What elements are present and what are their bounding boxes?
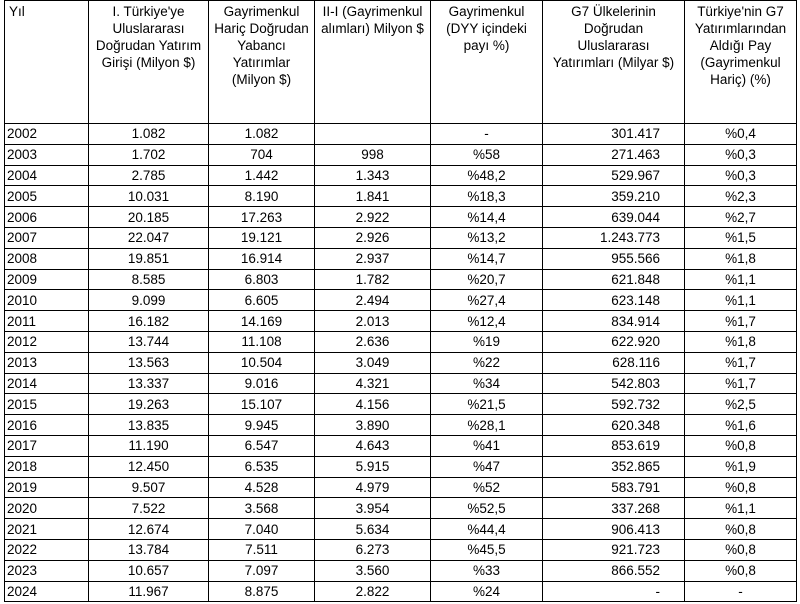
table-row [5, 498, 797, 519]
cell-turkey-g7-share: %2,7 [685, 207, 797, 228]
table-row [5, 456, 797, 477]
cell-fdi-excl-real-estate: 17.263 [209, 207, 315, 228]
table-row [5, 207, 797, 228]
cell-fdi-excl-real-estate: 9.016 [209, 373, 315, 394]
cell-g7-investments: 834.914 [543, 311, 685, 332]
cell-real-estate-purchases: 3.890 [315, 415, 431, 436]
cell-real-estate-purchases: 5.634 [315, 519, 431, 540]
cell-real-estate-purchases: 2.937 [315, 248, 431, 269]
cell-real-estate-share: %21,5 [431, 394, 543, 415]
cell-real-estate-share: %34 [431, 373, 543, 394]
table-row [5, 269, 797, 290]
cell-total-fdi: 9.507 [89, 477, 209, 498]
cell-real-estate-share: %24 [431, 581, 543, 602]
cell-real-estate-purchases: 4.156 [315, 394, 431, 415]
table-row [5, 165, 797, 186]
cell-real-estate-purchases: 2.636 [315, 331, 431, 352]
table-row [5, 144, 797, 165]
cell-real-estate-share: %47 [431, 456, 543, 477]
cell-real-estate-purchases: 3.954 [315, 498, 431, 519]
cell-turkey-g7-share: %1,8 [685, 248, 797, 269]
cell-total-fdi: 1.082 [89, 124, 209, 145]
cell-real-estate-purchases: 1.782 [315, 269, 431, 290]
cell-real-estate-share: %41 [431, 435, 543, 456]
cell-real-estate-purchases: 3.049 [315, 352, 431, 373]
cell-fdi-excl-real-estate: 10.504 [209, 352, 315, 373]
cell-turkey-g7-share: %1,7 [685, 373, 797, 394]
cell-real-estate-share: %33 [431, 560, 543, 581]
cell-real-estate-share: %58 [431, 144, 543, 165]
cell-total-fdi: 13.835 [89, 415, 209, 436]
table-row [5, 290, 797, 311]
cell-total-fdi: 11.190 [89, 435, 209, 456]
cell-g7-investments: 352.865 [543, 456, 685, 477]
table-row [5, 560, 797, 581]
cell-real-estate-purchases: 2.822 [315, 581, 431, 602]
cell-total-fdi: 20.185 [89, 207, 209, 228]
cell-real-estate-purchases: 2.926 [315, 227, 431, 248]
cell-year: 2004 [5, 165, 89, 186]
cell-total-fdi: 10.031 [89, 186, 209, 207]
cell-year: 2018 [5, 456, 89, 477]
cell-g7-investments: 921.723 [543, 539, 685, 560]
cell-g7-investments: 337.268 [543, 498, 685, 519]
cell-g7-investments: 955.566 [543, 248, 685, 269]
cell-turkey-g7-share: %1,7 [685, 352, 797, 373]
cell-fdi-excl-real-estate: 1.442 [209, 165, 315, 186]
header-total-fdi: I. Türkiye'ye Uluslararası Doğrudan Yatırım Girişi (Milyon $) [89, 1, 209, 124]
cell-year: 2013 [5, 352, 89, 373]
cell-year: 2019 [5, 477, 89, 498]
cell-year: 2015 [5, 394, 89, 415]
cell-fdi-excl-real-estate: 6.803 [209, 269, 315, 290]
cell-total-fdi: 19.263 [89, 394, 209, 415]
cell-real-estate-purchases: 4.979 [315, 477, 431, 498]
cell-g7-investments: 621.848 [543, 269, 685, 290]
cell-total-fdi: 12.674 [89, 519, 209, 540]
cell-real-estate-purchases: 3.560 [315, 560, 431, 581]
cell-real-estate-share: - [431, 124, 543, 145]
cell-total-fdi: 11.967 [89, 581, 209, 602]
table-row [5, 311, 797, 332]
cell-fdi-excl-real-estate: 9.945 [209, 415, 315, 436]
cell-turkey-g7-share: %2,5 [685, 394, 797, 415]
cell-turkey-g7-share: %1,1 [685, 269, 797, 290]
cell-real-estate-share: %45,5 [431, 539, 543, 560]
cell-year: 2014 [5, 373, 89, 394]
cell-year: 2016 [5, 415, 89, 436]
cell-year: 2007 [5, 227, 89, 248]
cell-real-estate-purchases [315, 124, 431, 145]
cell-fdi-excl-real-estate: 6.605 [209, 290, 315, 311]
header-g7-investments: G7 Ülkelerinin Doğrudan Uluslararası Yatırımları (Milyar $) [543, 1, 685, 124]
cell-real-estate-purchases: 1.841 [315, 186, 431, 207]
cell-year: 2010 [5, 290, 89, 311]
cell-fdi-excl-real-estate: 19.121 [209, 227, 315, 248]
cell-fdi-excl-real-estate: 8.875 [209, 581, 315, 602]
cell-fdi-excl-real-estate: 16.914 [209, 248, 315, 269]
cell-total-fdi: 13.784 [89, 539, 209, 560]
cell-year: 2021 [5, 519, 89, 540]
cell-g7-investments: 359.210 [543, 186, 685, 207]
cell-real-estate-purchases: 2.922 [315, 207, 431, 228]
cell-g7-investments: 623.148 [543, 290, 685, 311]
cell-real-estate-share: %13,2 [431, 227, 543, 248]
cell-turkey-g7-share: - [685, 581, 797, 602]
cell-fdi-excl-real-estate: 6.547 [209, 435, 315, 456]
cell-turkey-g7-share: %0,3 [685, 144, 797, 165]
cell-total-fdi: 7.522 [89, 498, 209, 519]
cell-g7-investments: 620.348 [543, 415, 685, 436]
cell-fdi-excl-real-estate: 3.568 [209, 498, 315, 519]
table-row [5, 227, 797, 248]
table-row [5, 539, 797, 560]
cell-real-estate-purchases: 4.643 [315, 435, 431, 456]
cell-fdi-excl-real-estate: 4.528 [209, 477, 315, 498]
table-row [5, 519, 797, 540]
table-row [5, 373, 797, 394]
cell-real-estate-share: %22 [431, 352, 543, 373]
cell-real-estate-purchases: 4.321 [315, 373, 431, 394]
table-row [5, 248, 797, 269]
cell-year: 2011 [5, 311, 89, 332]
cell-year: 2020 [5, 498, 89, 519]
cell-fdi-excl-real-estate: 7.511 [209, 539, 315, 560]
table-row [5, 435, 797, 456]
cell-real-estate-purchases: 2.494 [315, 290, 431, 311]
cell-year: 2022 [5, 539, 89, 560]
table-row [5, 331, 797, 352]
cell-fdi-excl-real-estate: 6.535 [209, 456, 315, 477]
cell-turkey-g7-share: %1,5 [685, 227, 797, 248]
cell-real-estate-purchases: 2.013 [315, 311, 431, 332]
cell-g7-investments: 529.967 [543, 165, 685, 186]
cell-real-estate-share: %19 [431, 331, 543, 352]
cell-real-estate-share: %14,7 [431, 248, 543, 269]
cell-real-estate-purchases: 6.273 [315, 539, 431, 560]
cell-fdi-excl-real-estate: 11.108 [209, 331, 315, 352]
cell-real-estate-share: %20,7 [431, 269, 543, 290]
cell-fdi-excl-real-estate: 7.040 [209, 519, 315, 540]
header-fdi-excl-real-estate: Gayrimenkul Hariç Doğrudan Yabancı Yatırımlar (Milyon $) [209, 1, 315, 124]
cell-turkey-g7-share: %1,6 [685, 415, 797, 436]
cell-real-estate-share: %52,5 [431, 498, 543, 519]
cell-fdi-excl-real-estate: 15.107 [209, 394, 315, 415]
table-row [5, 124, 797, 145]
cell-real-estate-share: %14,4 [431, 207, 543, 228]
cell-turkey-g7-share: %1,1 [685, 498, 797, 519]
cell-real-estate-share: %18,3 [431, 186, 543, 207]
cell-total-fdi: 19.851 [89, 248, 209, 269]
cell-turkey-g7-share: %1,1 [685, 290, 797, 311]
cell-year: 2002 [5, 124, 89, 145]
cell-real-estate-share: %12,4 [431, 311, 543, 332]
cell-g7-investments: 271.463 [543, 144, 685, 165]
table-row [5, 186, 797, 207]
cell-g7-investments: 628.116 [543, 352, 685, 373]
cell-g7-investments: 301.417 [543, 124, 685, 145]
cell-year: 2005 [5, 186, 89, 207]
header-row [5, 1, 797, 124]
cell-turkey-g7-share: %0,3 [685, 165, 797, 186]
cell-turkey-g7-share: %1,9 [685, 456, 797, 477]
cell-turkey-g7-share: %0,8 [685, 519, 797, 540]
cell-total-fdi: 8.585 [89, 269, 209, 290]
cell-g7-investments: 542.803 [543, 373, 685, 394]
cell-real-estate-purchases: 1.343 [315, 165, 431, 186]
cell-total-fdi: 9.099 [89, 290, 209, 311]
cell-turkey-g7-share: %0,8 [685, 539, 797, 560]
header-real-estate-purchases: II-I (Gayrimenkul alımları) Milyon $ [315, 1, 431, 124]
cell-fdi-excl-real-estate: 704 [209, 144, 315, 165]
cell-total-fdi: 2.785 [89, 165, 209, 186]
cell-g7-investments: 592.732 [543, 394, 685, 415]
cell-year: 2017 [5, 435, 89, 456]
cell-real-estate-share: %52 [431, 477, 543, 498]
cell-total-fdi: 13.563 [89, 352, 209, 373]
cell-turkey-g7-share: %0,4 [685, 124, 797, 145]
header-turkey-g7-share: Türkiye'nin G7 Yatırımlarından Aldığı Pay (Gayrimenkul Hariç) (%) [685, 1, 797, 124]
cell-real-estate-share: %27,4 [431, 290, 543, 311]
cell-total-fdi: 10.657 [89, 560, 209, 581]
cell-year: 2008 [5, 248, 89, 269]
cell-turkey-g7-share: %1,7 [685, 311, 797, 332]
cell-turkey-g7-share: %1,8 [685, 331, 797, 352]
cell-fdi-excl-real-estate: 14.169 [209, 311, 315, 332]
cell-year: 2023 [5, 560, 89, 581]
cell-total-fdi: 12.450 [89, 456, 209, 477]
cell-year: 2009 [5, 269, 89, 290]
cell-real-estate-share: %44,4 [431, 519, 543, 540]
table-row [5, 415, 797, 436]
cell-g7-investments: 906.413 [543, 519, 685, 540]
fdi-table [4, 0, 797, 602]
cell-year: 2012 [5, 331, 89, 352]
cell-real-estate-share: %28,1 [431, 415, 543, 436]
cell-year: 2024 [5, 581, 89, 602]
cell-g7-investments: 866.552 [543, 560, 685, 581]
cell-real-estate-purchases: 5.915 [315, 456, 431, 477]
cell-fdi-excl-real-estate: 7.097 [209, 560, 315, 581]
cell-g7-investments: 853.619 [543, 435, 685, 456]
cell-real-estate-purchases: 998 [315, 144, 431, 165]
cell-fdi-excl-real-estate: 1.082 [209, 124, 315, 145]
cell-g7-investments: 1.243.773 [543, 227, 685, 248]
cell-year: 2006 [5, 207, 89, 228]
cell-g7-investments: - [543, 581, 685, 602]
header-real-estate-share: Gayrimenkul (DYY içindeki payı %) [431, 1, 543, 124]
table-row [5, 394, 797, 415]
cell-total-fdi: 16.182 [89, 311, 209, 332]
cell-total-fdi: 22.047 [89, 227, 209, 248]
cell-total-fdi: 1.702 [89, 144, 209, 165]
cell-year: 2003 [5, 144, 89, 165]
cell-turkey-g7-share: %2,3 [685, 186, 797, 207]
cell-total-fdi: 13.744 [89, 331, 209, 352]
cell-turkey-g7-share: %0,8 [685, 560, 797, 581]
table-row [5, 477, 797, 498]
cell-total-fdi: 13.337 [89, 373, 209, 394]
table-row [5, 581, 797, 602]
table-row [5, 352, 797, 373]
cell-g7-investments: 622.920 [543, 331, 685, 352]
cell-fdi-excl-real-estate: 8.190 [209, 186, 315, 207]
cell-real-estate-share: %48,2 [431, 165, 543, 186]
cell-g7-investments: 639.044 [543, 207, 685, 228]
cell-turkey-g7-share: %0,8 [685, 477, 797, 498]
header-year: Yıl [5, 1, 89, 124]
cell-turkey-g7-share: %0,8 [685, 435, 797, 456]
cell-g7-investments: 583.791 [543, 477, 685, 498]
